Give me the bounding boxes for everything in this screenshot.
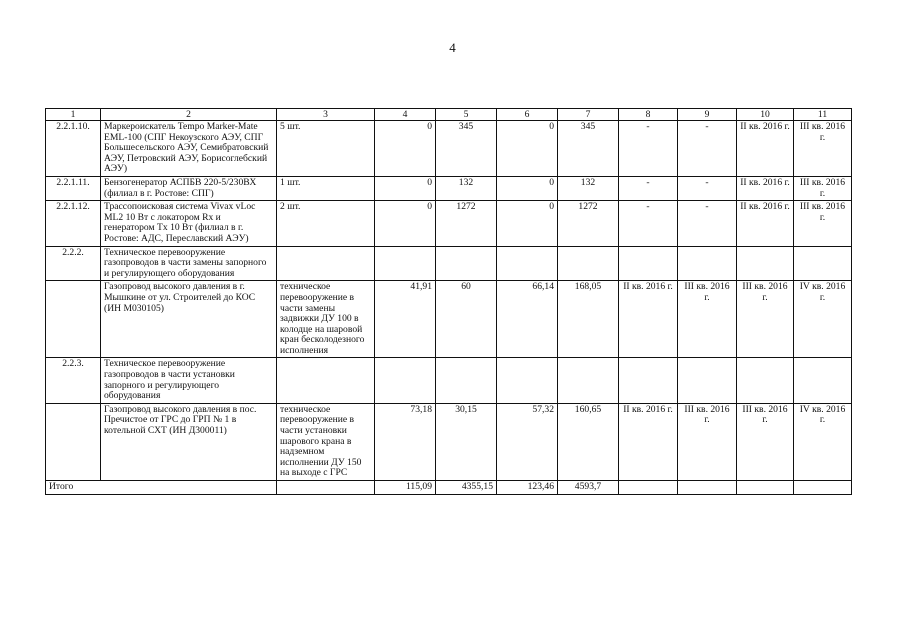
value-col6: 0 bbox=[497, 121, 558, 177]
column-number-row bbox=[46, 109, 852, 121]
period-col9: III кв. 2016 г. bbox=[678, 281, 737, 358]
item-name: Маркероискатель Tempo Marker-Mate EML-100 (СПГ Некоузского АЭУ, СПГ Большесельского АЭУ, Семибратовский АЭУ, Петровский АЭУ, Борисоглебский АЭУ) bbox=[101, 121, 277, 177]
col-header: 11 bbox=[794, 109, 852, 121]
period-col8: - bbox=[619, 176, 678, 200]
value-col4: 41,91 bbox=[375, 281, 436, 358]
col-header: 7 bbox=[558, 109, 619, 121]
period-col11 bbox=[794, 246, 852, 281]
total-c4: 115,09 bbox=[375, 481, 436, 495]
value-col5 bbox=[436, 246, 497, 281]
work-description: 2 шт. bbox=[277, 201, 375, 246]
work-description: техническое перевооружение в части установки шарового крана в надземном исполнении ДУ 150 на выходе с ГРС bbox=[277, 403, 375, 480]
investment-table bbox=[45, 108, 852, 495]
work-description bbox=[277, 358, 375, 403]
row-code bbox=[46, 281, 101, 358]
total-empty-cell bbox=[678, 481, 737, 495]
col-header: 1 bbox=[46, 109, 101, 121]
col-header: 8 bbox=[619, 109, 678, 121]
col-header: 9 bbox=[678, 109, 737, 121]
period-col9: - bbox=[678, 176, 737, 200]
period-col11: III кв. 2016 г. bbox=[794, 121, 852, 177]
value-col7: 160,65 bbox=[558, 403, 619, 480]
value-col5: 30,15 bbox=[436, 403, 497, 480]
table-row bbox=[46, 246, 852, 281]
period-col10: III кв. 2016 г. bbox=[737, 403, 794, 480]
value-col6: 0 bbox=[497, 176, 558, 200]
total-empty-cell bbox=[794, 481, 852, 495]
row-code: 2.2.3. bbox=[46, 358, 101, 403]
period-col10: II кв. 2016 г. bbox=[737, 176, 794, 200]
value-col7: 345 bbox=[558, 121, 619, 177]
item-name: Газопровод высокого давления в г. Мышкине от ул. Строителей до КОС (ИН М030105) bbox=[101, 281, 277, 358]
value-col6: 0 bbox=[497, 201, 558, 246]
period-col11 bbox=[794, 358, 852, 403]
work-description: 5 шт. bbox=[277, 121, 375, 177]
period-col9: III кв. 2016 г. bbox=[678, 403, 737, 480]
row-code: 2.2.1.11. bbox=[46, 176, 101, 200]
total-empty-cell bbox=[277, 481, 375, 495]
value-col5: 60 bbox=[436, 281, 497, 358]
value-col7 bbox=[558, 358, 619, 403]
work-description: техническое перевооружение в части замены задвижки ДУ 100 в колодце на шаровой кран бесколодезного исполнения bbox=[277, 281, 375, 358]
row-code bbox=[46, 403, 101, 480]
value-col7 bbox=[558, 246, 619, 281]
value-col6 bbox=[497, 358, 558, 403]
table-row bbox=[46, 176, 852, 200]
item-name: Техническое перевооружение газопроводов в части замены запорного и регулирующего оборудования bbox=[101, 246, 277, 281]
value-col6 bbox=[497, 246, 558, 281]
table-row bbox=[46, 281, 852, 358]
period-col8: - bbox=[619, 201, 678, 246]
period-col11: III кв. 2016 г. bbox=[794, 176, 852, 200]
page-number: 4 bbox=[449, 40, 456, 55]
col-header: 3 bbox=[277, 109, 375, 121]
period-col9: - bbox=[678, 121, 737, 177]
period-col11: III кв. 2016 г. bbox=[794, 201, 852, 246]
total-empty-cell bbox=[737, 481, 794, 495]
period-col8: - bbox=[619, 121, 678, 177]
total-row bbox=[46, 481, 852, 495]
period-col11: IV кв. 2016 г. bbox=[794, 281, 852, 358]
period-col8 bbox=[619, 358, 678, 403]
col-header: 6 bbox=[497, 109, 558, 121]
period-col10: II кв. 2016 г. bbox=[737, 201, 794, 246]
value-col4 bbox=[375, 358, 436, 403]
total-empty-cell bbox=[619, 481, 678, 495]
period-col10: III кв. 2016 г. bbox=[737, 281, 794, 358]
table-row bbox=[46, 358, 852, 403]
row-code: 2.2.2. bbox=[46, 246, 101, 281]
value-col6: 57,32 bbox=[497, 403, 558, 480]
col-header: 10 bbox=[737, 109, 794, 121]
col-header: 2 bbox=[101, 109, 277, 121]
period-col8 bbox=[619, 246, 678, 281]
total-label: Итого bbox=[46, 481, 277, 495]
value-col4: 0 bbox=[375, 121, 436, 177]
table-row bbox=[46, 201, 852, 246]
value-col4: 0 bbox=[375, 176, 436, 200]
item-name: Газопровод высокого давления в пос. Пречистое от ГРС до ГРП № 1 в котельной СХТ (ИН Д300011) bbox=[101, 403, 277, 480]
value-col4: 0 bbox=[375, 201, 436, 246]
work-description: 1 шт. bbox=[277, 176, 375, 200]
value-col5 bbox=[436, 358, 497, 403]
work-description bbox=[277, 246, 375, 281]
period-col10: II кв. 2016 г. bbox=[737, 121, 794, 177]
value-col5: 345 bbox=[436, 121, 497, 177]
col-header: 5 bbox=[436, 109, 497, 121]
item-name: Бензогенератор АСПБВ 220-5/230ВХ (филиал в г. Ростове: СПГ) bbox=[101, 176, 277, 200]
table-row bbox=[46, 121, 852, 177]
value-col7: 168,05 bbox=[558, 281, 619, 358]
period-col8: II кв. 2016 г. bbox=[619, 281, 678, 358]
table-row bbox=[46, 403, 852, 480]
period-col8: II кв. 2016 г. bbox=[619, 403, 678, 480]
item-name: Техническое перевооружение газопроводов в части установки запорного и регулирующего оборудования bbox=[101, 358, 277, 403]
col-header: 4 bbox=[375, 109, 436, 121]
total-c6: 123,46 bbox=[497, 481, 558, 495]
value-col5: 132 bbox=[436, 176, 497, 200]
value-col6: 66,14 bbox=[497, 281, 558, 358]
period-col9: - bbox=[678, 201, 737, 246]
value-col5: 1272 bbox=[436, 201, 497, 246]
value-col4: 73,18 bbox=[375, 403, 436, 480]
total-c7: 4593,7 bbox=[558, 481, 619, 495]
period-col10 bbox=[737, 246, 794, 281]
period-col9 bbox=[678, 358, 737, 403]
row-code: 2.2.1.12. bbox=[46, 201, 101, 246]
value-col4 bbox=[375, 246, 436, 281]
row-code: 2.2.1.10. bbox=[46, 121, 101, 177]
item-name: Трассопоисковая система Vivax vLoc ML2 10 Вт с локатором Rx и генератором Tx 10 Вт (филиал в г. Ростове: АДС, Переславский АЭУ) bbox=[101, 201, 277, 246]
period-col11: IV кв. 2016 г. bbox=[794, 403, 852, 480]
value-col7: 132 bbox=[558, 176, 619, 200]
period-col9 bbox=[678, 246, 737, 281]
period-col10 bbox=[737, 358, 794, 403]
value-col7: 1272 bbox=[558, 201, 619, 246]
total-c5: 4355,15 bbox=[436, 481, 497, 495]
